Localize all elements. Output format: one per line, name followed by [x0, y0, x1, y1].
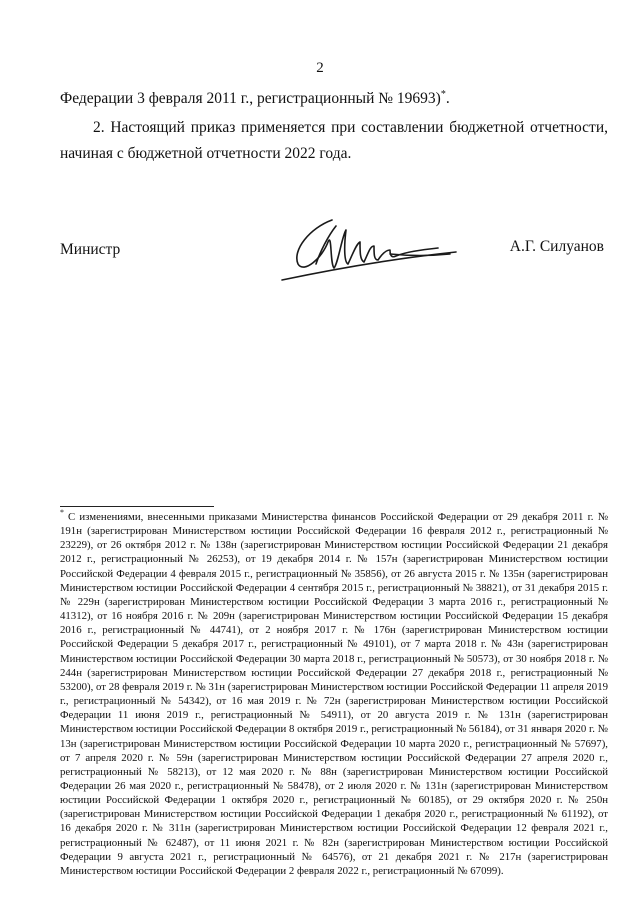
continuation-text: Федерации 3 февраля 2011 г., регистрационный № 19693): [60, 90, 441, 107]
signer-title: Министр: [60, 241, 121, 258]
signer-name: А.Г. Силуанов: [509, 238, 604, 255]
signature-block: [60, 238, 604, 288]
handwritten-signature: [270, 206, 470, 286]
page-number: 2: [316, 60, 324, 76]
continuation-end: .: [445, 90, 450, 107]
footnote-text: С изменениями, внесенными приказами Министерства финансов Российской Федерации от 29 декабря 2011 г. № 191н (зарегистрирован Министерством юстиции Российской Федерации 16 февраля 2012 г., регистрационный № 23229), от 26 октября 2012 г. № 138н (зарегистрирован Министерством юстиции Российской Федерации 21 декабря 2012 г., регистрационный № 26253), от 19 декабря 2014 г. № 157н (зарегистрирован Министерством юстиции Российской Федерации 4 февраля 2015 г., регистрационный № 35856), от 26 августа 2015 г. № 135н (зарегистрирован Министерством юстиции Российской Федерации 4 сентября 2015 г., регистрационный № 38821), от 31 декабря 2015 г. № 229н (зарегистрирован Министерством юстиции Российской Федерации 3 марта 2016 г., регистрационный № 41312), от 16 ноября 2016 г. № 209н (зарегистрирован Министерством юстиции Российской Федерации 15 декабря 2016 г., регистрационный № 44741), от 2 ноября 2017 г. № 176н (зарегистрирован Министерством юстиции Российской Федерации 5 декабря 2017 г., регистрационный № 49101), от 7 марта 2018 г. № 43н (зарегистрирован Министерством юстиции Российской Федерации 30 марта 2018 г., регистрационный № 50573), от 30 ноября 2018 г. № 244н (зарегистрирован Министерством юстиции Российской Федерации 27 декабря 2018 г., регистрационный № 53200), от 28 февраля 2019 г. № 31н (зарегистрирован Министерством юстиции Российской Федерации 11 апреля 2019 г., регистрационный № 54342), от 16 мая 2019 г. № 72н (зарегистрирован Министерством юстиции Российской Федерации 11 июня 2019 г., регистрационный № 54911), от 20 августа 2019 г. № 131н (зарегистрирован Министерством юстиции Российской Федерации 8 октября 2019 г., регистрационный № 56184), от 31 января 2020 г. № 13н (зарегистрирован Министерством юстиции Российской Федерации 10 марта 2020 г., регистрационный № 57697), от 7 апреля 2020 г. № 59н (зарегистрирован Министерством юстиции Российской Федерации 27 апреля 2020 г., регистрационный № 58213), от 12 мая 2020 г. № 88н (зарегистрирован Министерством юстиции Российской Федерации 26 мая 2020 г., регистрационный № 58478), от 2 июля 2020 г. № 131н (зарегистрирован Министерством юстиции Российской Федерации 1 октября 2020 г., регистрационный № 60185), от 29 октября 2020 г. № 250н (зарегистрирован Министерством юстиции Российской Федерации 1 декабря 2020 г., регистрационный № 61192), от 16 декабря 2020 г. № 311н (зарегистрирован Министерством юстиции Российской Федерации 12 февраля 2021 г., регистрационный № 62487), от 11 июня 2021 г. № 82н (зарегистрирован Министерством юстиции Российской Федерации 9 августа 2021 г., регистрационный № 64576), от 21 декабря 2021 г. № 217н (зарегистрирован Министерством юстиции Российской Федерации 2 февраля 2022 г., регистрационный № 67099).: [60, 511, 608, 877]
footnote-separator: [60, 506, 214, 507]
paragraph-item-2: 2. Настоящий приказ применяется при составлении бюджетной отчетности, начиная с бюджетной отчетности 2022 года.: [60, 119, 608, 162]
footnote-mark: *: [60, 508, 64, 518]
footnote-reference-mark: *: [440, 88, 446, 100]
paragraph-continuation: [60, 86, 608, 112]
footnote: [60, 510, 608, 878]
